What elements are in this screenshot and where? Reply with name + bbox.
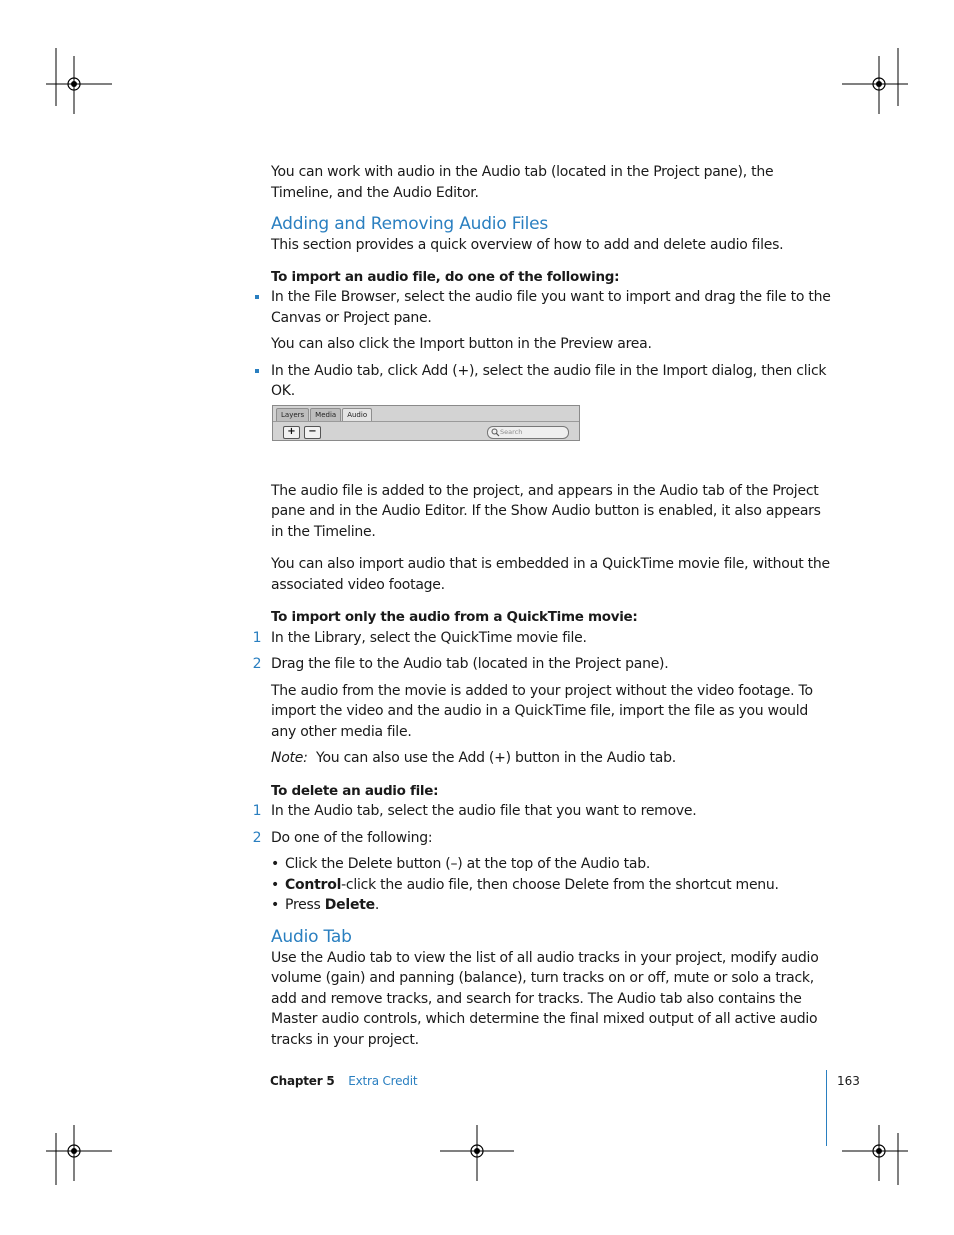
step-text: Do one of the following: — [271, 829, 433, 846]
option-text: Click the Delete button (–) at the top of the Audio tab. — [285, 856, 651, 872]
option-item — [271, 895, 831, 916]
section-heading-adding-removing: Adding and Removing Audio Files — [271, 214, 549, 234]
crop-mark-bottom-left — [40, 1115, 112, 1187]
bullet-note: You can also click the Import button in the Preview area. — [271, 336, 652, 352]
section-heading-audio-tab: Audio Tab — [271, 926, 352, 947]
search-placeholder: Search — [500, 428, 523, 436]
key-delete: Delete — [324, 897, 375, 913]
step-text: In the Library, select the QuickTime movie file. — [271, 629, 587, 646]
option-item — [271, 854, 831, 875]
note-text: You can also use the Add (+) button in the Audio tab. — [316, 750, 676, 766]
crop-mark-top-right — [842, 48, 914, 120]
remove-button[interactable]: − — [304, 426, 321, 439]
search-icon — [491, 428, 500, 437]
option-item — [271, 875, 831, 896]
tab-media[interactable]: Media — [310, 408, 341, 422]
crop-mark-bottom-right — [842, 1115, 914, 1187]
project-tabs — [276, 408, 373, 422]
bullet-item — [271, 361, 831, 402]
step-item — [252, 628, 831, 649]
audio-tab-figure — [272, 405, 580, 441]
step-number: 2 — [252, 829, 262, 846]
bullet-marker — [255, 295, 259, 299]
note-paragraph — [271, 748, 831, 769]
step-item — [252, 654, 831, 675]
key-control: Control — [285, 876, 342, 893]
section-intro: This section provides a quick overview of how to add and delete audio files. — [271, 237, 784, 253]
bullet-text: In the Audio tab, click Add (+), select the audio file in the Import dialog, then click OK. — [271, 362, 827, 399]
page-footer — [270, 1073, 417, 1089]
crop-mark-bottom-center — [440, 1115, 514, 1187]
step-text: In the Audio tab, select the audio file that you want to remove. — [271, 803, 697, 819]
search-input[interactable] — [487, 426, 569, 439]
page-content — [252, 162, 831, 1050]
step-item — [252, 828, 831, 849]
after-paragraph: The audio file is added to the project, and appears in the Audio tab of the Project pane and in the Audio Editor. If the Show Audio button is enabled, it also appears in the Timeline. — [271, 482, 821, 540]
intro-paragraph: You can work with audio in the Audio tab (located in the Project pane), the Timeline, and the Audio Editor. — [271, 164, 774, 201]
bullet-item — [271, 287, 831, 328]
audio-tab-body: Use the Audio tab to view the list of all audio tracks in your project, modify audio volume (gain) and panning (balance), turn tracks on or off, mute or solo a track, add and remove tracks, and search for tracks. The Audio tab also contains the Master audio controls, which determine the final mixed output of all active audio tracks in your project. — [271, 949, 819, 1048]
option-pre: Press — [285, 897, 325, 913]
step-number: 2 — [252, 656, 262, 672]
page-number: 163 — [837, 1074, 860, 1088]
delete-lead: To delete an audio file: — [271, 782, 439, 799]
quicktime-lead: To import only the audio from a QuickTime movie: — [271, 609, 638, 625]
option-rest: -click the audio file, then choose Delete from the shortcut menu. — [341, 876, 779, 893]
tab-layers[interactable]: Layers — [276, 408, 309, 422]
footer-chapter: Chapter 5 — [270, 1074, 335, 1088]
option-post: . — [374, 897, 380, 913]
bullet-dot: • — [271, 856, 280, 872]
delete-options-list — [271, 854, 831, 916]
tab-divider — [273, 421, 579, 422]
quicktime-after: The audio from the movie is added to your project without the video footage. To import the video and the audio in a QuickTime file, import the file as you would any other media file. — [271, 682, 813, 740]
bullet-text: In the File Browser, select the audio file you want to import and drag the file to the Canvas or Project pane. — [271, 289, 831, 326]
bullet-marker — [255, 369, 259, 373]
step-number: 1 — [252, 629, 262, 646]
footer-rule — [826, 1070, 827, 1146]
after-paragraph: You can also import audio that is embedded in a QuickTime movie file, without the associated video footage. — [271, 556, 830, 593]
bullet-dot: • — [271, 876, 280, 893]
note-label: Note: — [271, 750, 308, 766]
step-text: Drag the file to the Audio tab (located in the Project pane). — [271, 656, 669, 672]
step-number: 1 — [252, 803, 262, 819]
import-lead: To import an audio file, do one of the following: — [271, 268, 620, 285]
tab-audio[interactable]: Audio — [342, 408, 372, 422]
add-button[interactable]: + — [283, 426, 300, 439]
footer-section: Extra Credit — [348, 1074, 418, 1088]
bullet-dot: • — [271, 897, 280, 913]
option-text — [285, 895, 831, 916]
option-text — [285, 875, 831, 896]
crop-mark-top-left — [40, 48, 112, 120]
step-item — [252, 801, 831, 822]
